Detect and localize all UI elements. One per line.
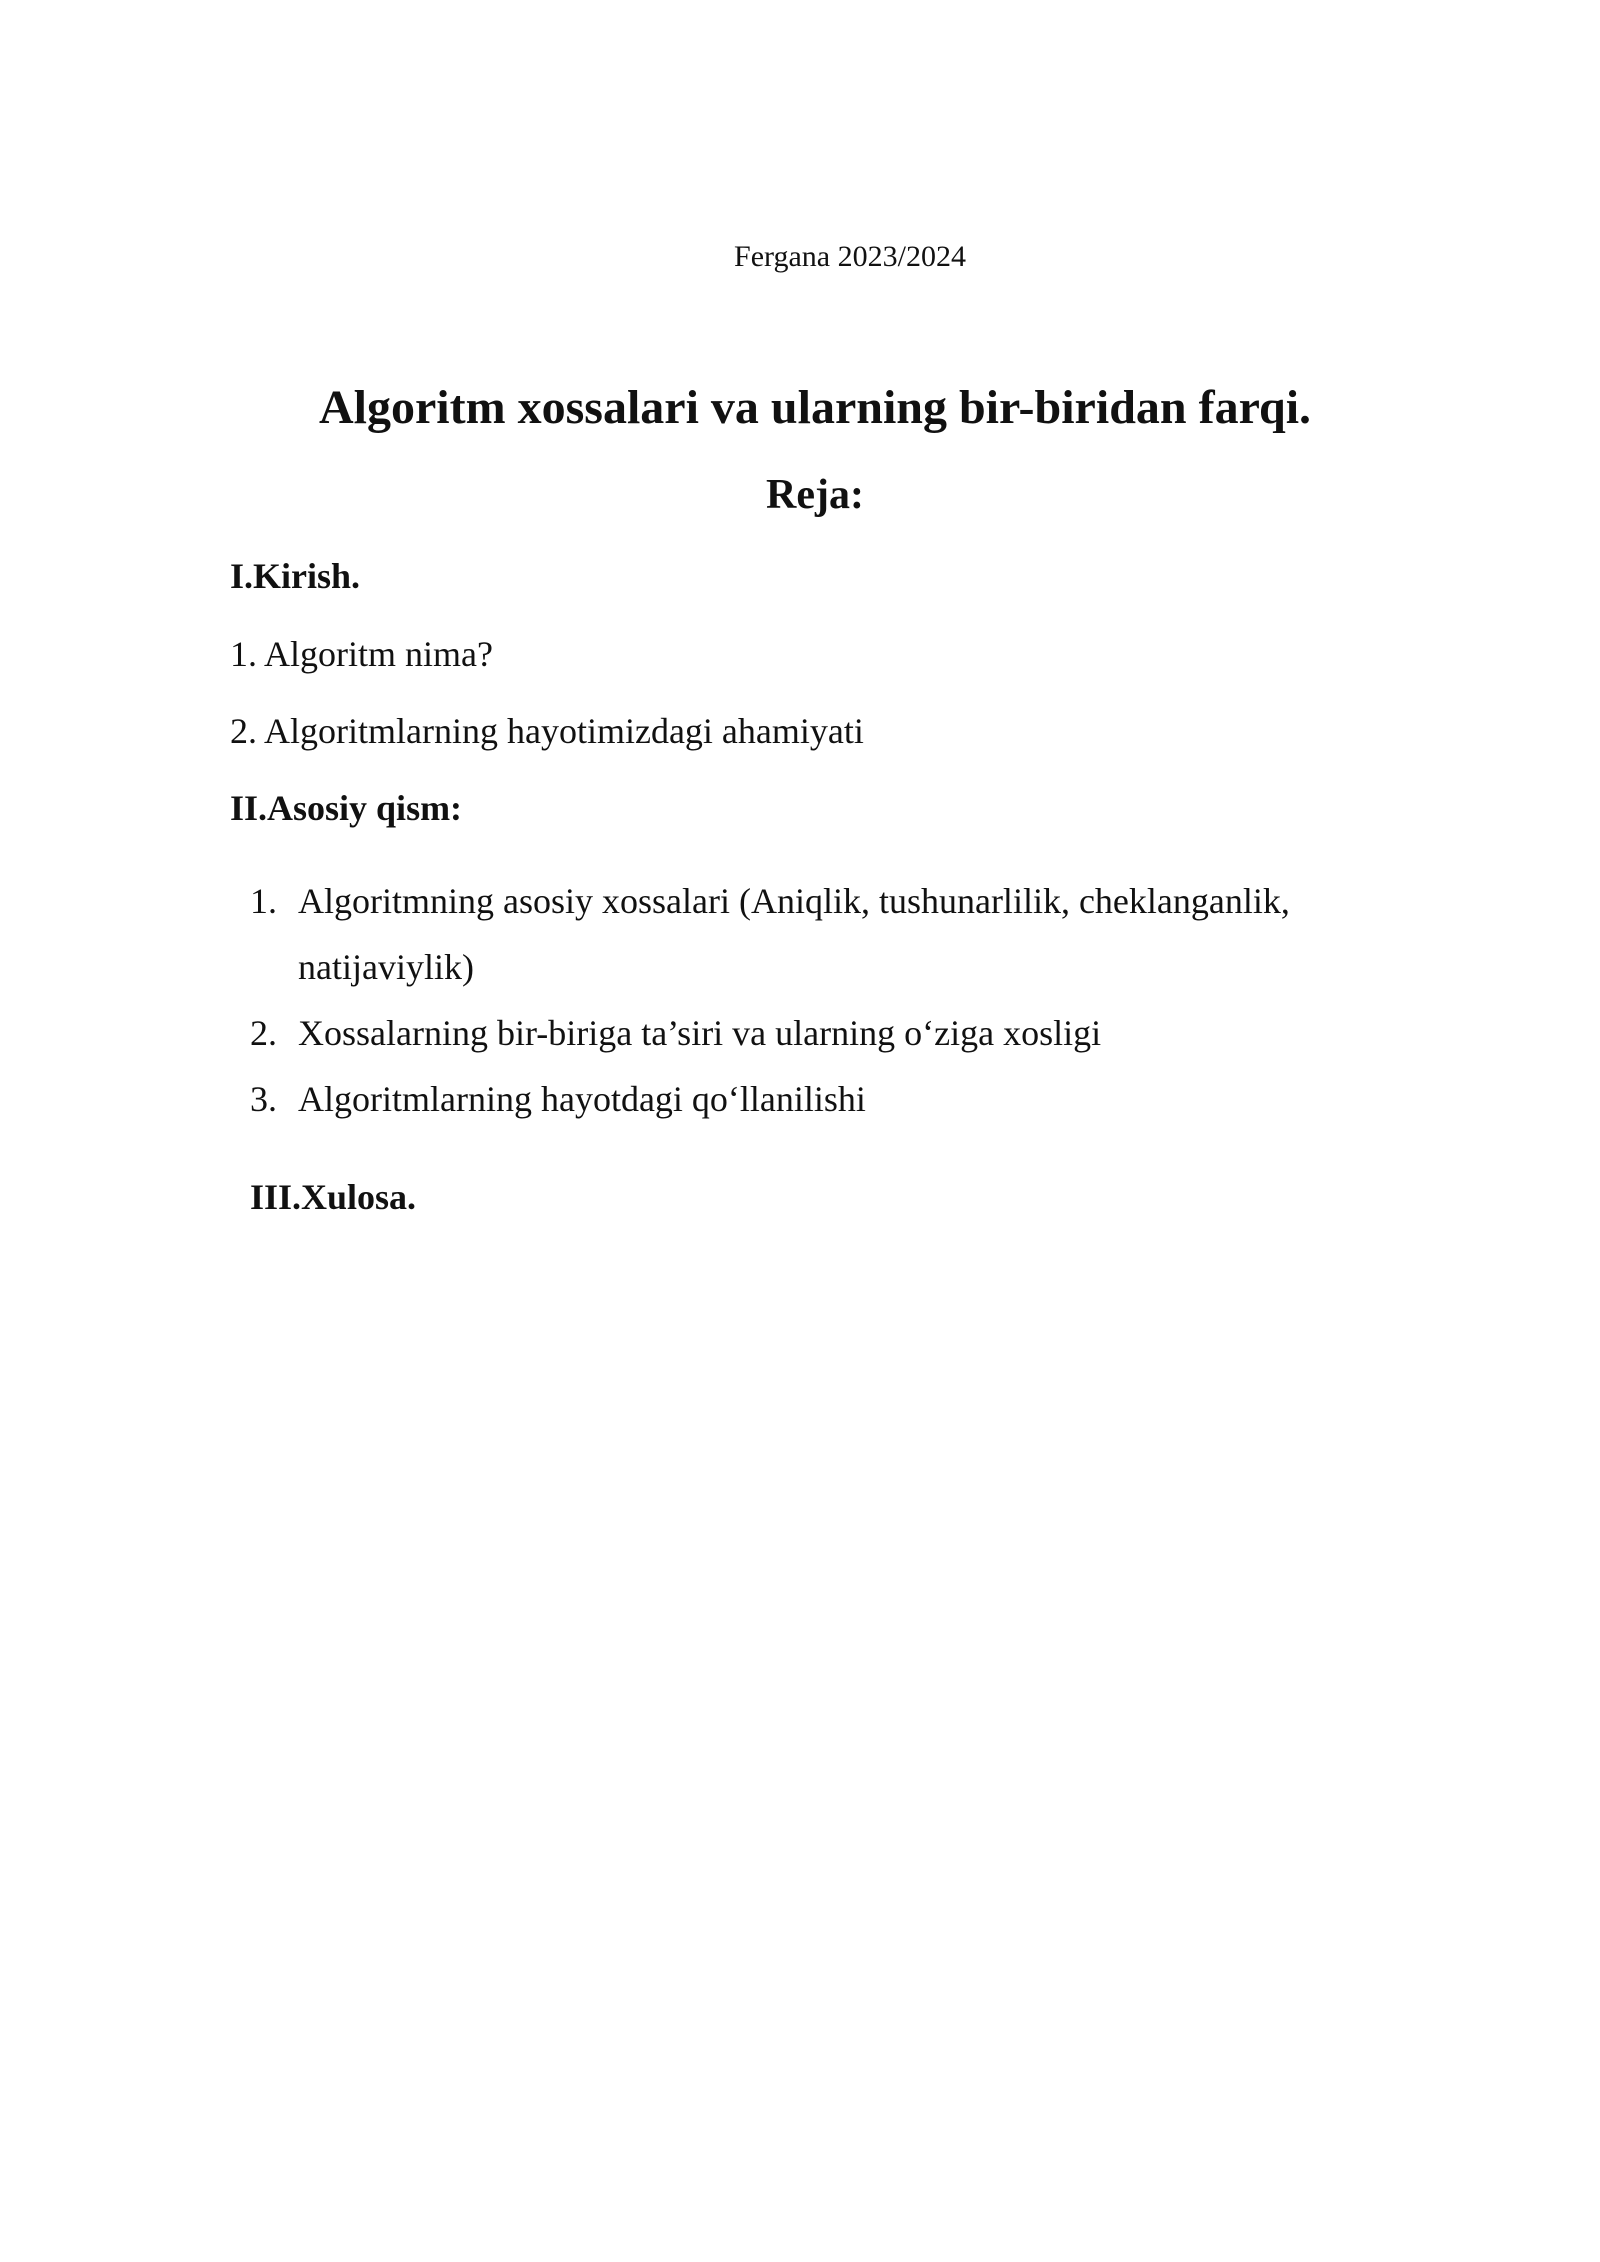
- intro-item-1: 1. Algoritm nima?: [230, 634, 493, 674]
- list-item-text: Algoritmlarning hayotdagi qo‘llanilishi: [298, 1079, 866, 1119]
- document-title: Algoritm xossalari va ularning bir-biridan farqi.: [318, 381, 1312, 434]
- list-item: [230, 1066, 1430, 1132]
- list-item-number: 2.: [250, 1013, 277, 1053]
- section-heading-conclusion: III.Xulosa.: [250, 1177, 417, 1217]
- list-item-number: 1.: [250, 881, 277, 921]
- section-heading-intro: I.Kirish.: [230, 556, 361, 596]
- plan-heading: Reja:: [766, 472, 864, 518]
- list-item: [230, 868, 1430, 1000]
- main-ordered-list: [230, 868, 1430, 1132]
- list-item: [230, 1000, 1430, 1066]
- list-item-text: Xossalarning bir-biriga ta’siri va ularning o‘ziga xosligi: [298, 1013, 1102, 1053]
- list-item-number: 3.: [250, 1079, 277, 1119]
- place-year: Fergana 2023/2024: [734, 240, 966, 273]
- section-heading-main: II.Asosiy qism:: [230, 788, 463, 828]
- intro-item-2: 2. Algoritmlarning hayotimizdagi ahamiyati: [230, 711, 864, 751]
- list-item-text: Algoritmning asosiy xossalari (Aniqlik, tushunarlilik, cheklanganlik, natijaviylik): [298, 881, 1290, 987]
